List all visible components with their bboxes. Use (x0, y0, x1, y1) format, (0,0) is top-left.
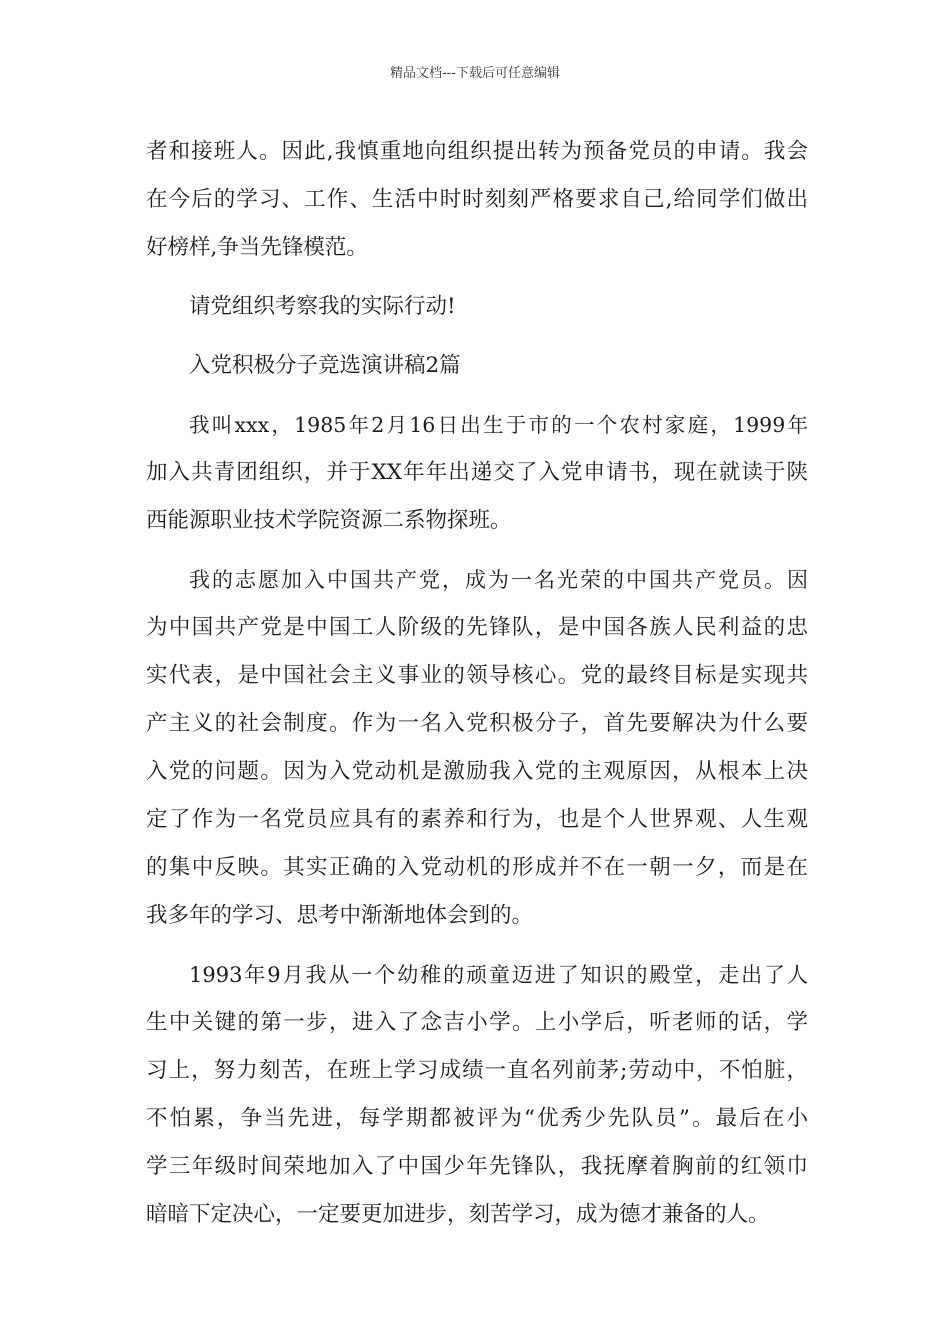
paragraph (146, 556, 808, 940)
text-line: 入党积极分子竞选演讲稿2篇 (189, 353, 461, 378)
text-line: 好榜样,争当先锋模范。 (146, 235, 368, 260)
text-line: 加入共青团组织，并于XX年年出递交了入党申请书，现在就读于陕 (146, 460, 808, 485)
paragraph (146, 128, 808, 272)
section-heading (146, 342, 808, 390)
page-header: 精品文档---下载后可任意编辑 (389, 66, 561, 81)
text-line: 定了作为一名党员应具有的素养和行为，也是个人世界观、人生观 (146, 807, 808, 832)
text-line: 学三年级时间荣地加入了中国少年先锋队，我抚摩着胸前的红领巾 (146, 1154, 808, 1179)
document-body (146, 128, 808, 1239)
paragraph (146, 401, 808, 545)
text-line: 实代表，是中国社会主义事业的领导核心。党的最终目标是实现共 (146, 663, 808, 688)
text-line: 西能源职业技术学院资源二系物探班。 (146, 508, 512, 533)
text-line: 入党的问题。因为入党动机是激励我入党的主观原因，从根本上决 (146, 759, 808, 784)
text-line: 我的志愿加入中国共产党，成为一名光荣的中国共产党员。因 (189, 568, 808, 592)
text-line: 不怕累，争当先进，每学期都被评为“优秀少先队员”。最后在小 (146, 1106, 808, 1131)
text-line: 1993年9月我从一个幼稚的顽童迈进了知识的殿堂，走出了人 (189, 963, 808, 987)
text-line: 我叫xxx，1985年2月16日出生于市的一个农村家庭，1999年 (189, 413, 808, 437)
text-line: 产主义的社会制度。作为一名入党积极分子，首先要解决为什么要 (146, 711, 808, 736)
text-line: 生中关键的第一步，进入了念吉小学。上小学后，听老师的话，学 (146, 1010, 808, 1035)
text-line: 在今后的学习、工作、生活中时时刻刻严格要求自己,给同学们做出 (146, 187, 808, 212)
paragraph (146, 283, 808, 331)
paragraph (146, 951, 808, 1239)
text-line: 为中国共产党是中国工人阶级的先锋队，是中国各族人民利益的忠 (146, 615, 808, 640)
text-line: 习上，努力刻苦，在班上学习成绩一直名列前茅;劳动中，不怕脏， (146, 1058, 808, 1083)
text-line: 的集中反映。其实正确的入党动机的形成并不在一朝一夕，而是在 (146, 855, 808, 880)
text-line: 者和接班人。因此,我慎重地向组织提出转为预备党员的申请。我会 (146, 139, 808, 164)
text-line: 我多年的学习、思考中渐渐地体会到的。 (146, 903, 534, 928)
text-line: 请党组织考察我的实际行动! (189, 294, 456, 319)
text-line: 暗暗下定决心，一定要更加进步，刻苦学习，成为德才兼备的人。 (146, 1202, 770, 1227)
